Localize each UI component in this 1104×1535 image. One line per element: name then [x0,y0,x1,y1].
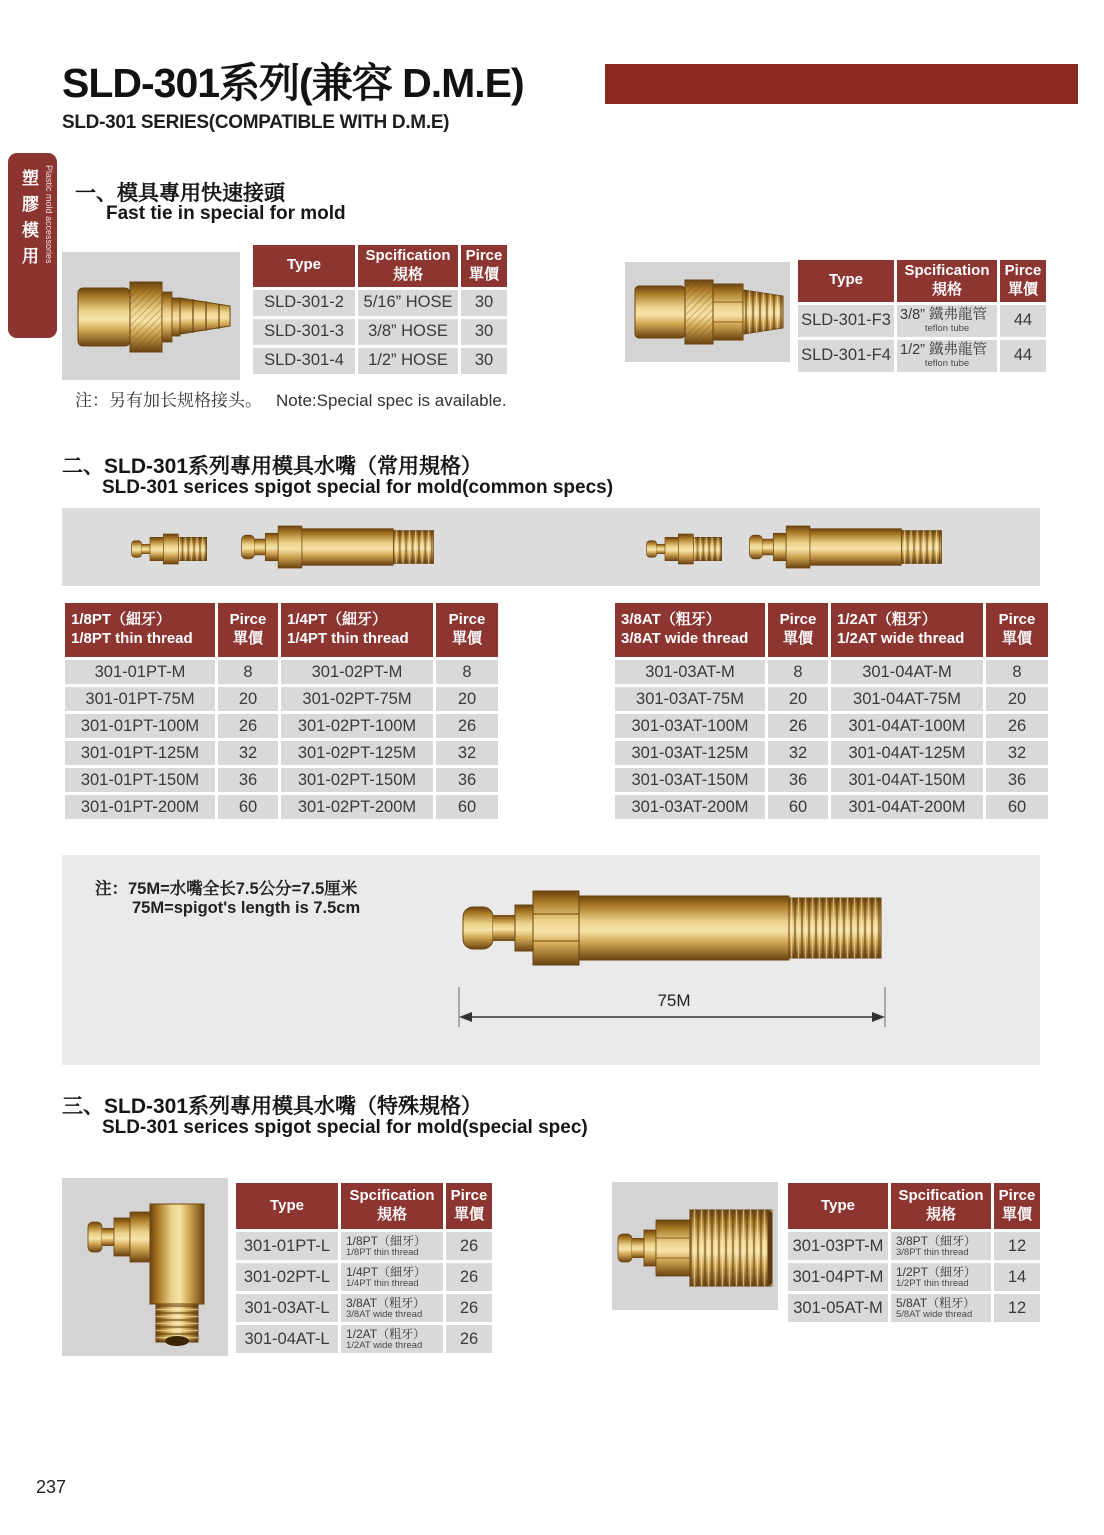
cell-price: 36 [436,768,498,792]
cell-spec: 5/16” HOSE [358,290,458,316]
cell-model: 301-01PT-M [65,660,215,684]
col-header-1-2at: 1/2AT（粗牙） 1/2AT wide thread [831,603,983,657]
note-en: Note:Special spec is available. [276,391,507,410]
cell-spec: 3/8” HOSE [358,319,458,345]
table-row [615,768,1048,792]
table-row [65,795,498,819]
cell-model: 301-02PT-75M [281,687,433,711]
col-header-price: Pirce 單價 [994,1183,1040,1229]
cell-model: 301-04AT-100M [831,714,983,738]
table-row [236,1263,492,1291]
col-header-spec: Spcification 規格 [891,1183,991,1229]
special-spec-table-right [785,1180,1043,1325]
cell-model: 301-04AT-150M [831,768,983,792]
cell-price: 26 [218,714,278,738]
section1-heading-zh: 一、模具專用快速接頭 [75,182,285,205]
hose-price-table [250,242,510,377]
table-row [236,1294,492,1322]
cell-model: 301-02PT-M [281,660,433,684]
cell-type: 301-02PT-L [236,1263,338,1291]
cell-spec: 1/2” 鐵弗龍管 teflon tube [897,340,997,372]
title-accent-bar [605,64,1078,104]
cell-price: 44 [1000,340,1046,372]
table-row [788,1294,1040,1322]
cell-price: 32 [436,741,498,765]
cell-model: 301-03AT-100M [615,714,765,738]
col-header-1-8pt: 1/8PT（細牙） 1/8PT thin thread [65,603,215,657]
table-row [615,741,1048,765]
cell-price: 30 [461,348,507,374]
col-header-spec: Spcification 規格 [897,260,997,302]
teflon-price-table [795,257,1049,375]
table-row [615,795,1048,819]
wide-thread-spigot-image [612,1182,778,1310]
cell-model: 301-01PT-200M [65,795,215,819]
cell-price: 8 [768,660,828,684]
cell-price: 26 [436,714,498,738]
dimension-note-zh: 注：75M=水嘴全长7.5公分=7.5厘米 [95,880,358,898]
col-header-type: Type [236,1183,338,1229]
cell-model: 301-02PT-100M [281,714,433,738]
cell-type: SLD-301-4 [253,348,355,374]
cell-price: 8 [436,660,498,684]
col-header-price: Pirce 單價 [446,1183,492,1229]
hose-coupling-image [62,252,240,380]
cell-model: 301-02PT-150M [281,768,433,792]
teflon-coupling-image [625,262,790,362]
cell-model: 301-03AT-150M [615,768,765,792]
cell-price: 26 [986,714,1048,738]
spigot-group-image [62,508,1040,586]
cell-type: SLD-301-F4 [798,340,894,372]
cell-price: 60 [436,795,498,819]
table-row [253,319,507,345]
small-spigot-image-2 [642,524,728,574]
cell-model: 301-01PT-100M [65,714,215,738]
cell-price: 26 [446,1294,492,1322]
table-row [798,305,1046,337]
spigot-table-wide-thread [612,600,1051,822]
cell-price: 36 [986,768,1048,792]
cell-price: 12 [994,1232,1040,1260]
cell-model: 301-02PT-200M [281,795,433,819]
col-header-type: Type [798,260,894,302]
cell-price: 60 [768,795,828,819]
col-header-price: Pirce 單價 [1000,260,1046,302]
table-row [65,714,498,738]
cell-spec: 1/2PT（細牙） 1/2PT thin thread [891,1263,991,1291]
table-row [253,348,507,374]
table-row [65,741,498,765]
sidebar-label-zh: 塑膠模用 [19,169,38,273]
table-row [788,1263,1040,1291]
cell-price: 60 [986,795,1048,819]
cell-model: 301-03AT-125M [615,741,765,765]
dimension-note-box [62,855,1040,1065]
sidebar-category-tab [8,153,57,338]
cell-model: 301-04AT-125M [831,741,983,765]
table-row [788,1232,1040,1260]
cell-type: 301-04AT-L [236,1325,338,1353]
table-row [236,1232,492,1260]
cell-spec: 3/8AT（粗牙） 3/8AT wide thread [341,1294,443,1322]
col-header-type: Type [788,1183,888,1229]
col-header-3-8at: 3/8AT（粗牙） 3/8AT wide thread [615,603,765,657]
page-number: 237 [36,1477,67,1497]
cell-price: 60 [218,795,278,819]
cell-spec: 1/8PT（細牙） 1/8PT thin thread [341,1232,443,1260]
cell-spec: 3/8PT（細牙） 3/8PT thin thread [891,1232,991,1260]
cell-model: 301-01PT-125M [65,741,215,765]
cell-price: 8 [218,660,278,684]
cell-spec: 1/2” HOSE [358,348,458,374]
dimension-note-en: 75M=spigot's length is 7.5cm [132,899,361,917]
sidebar-label-en: Plastic mold accessories [44,165,54,264]
section2-heading-en: SLD-301 serices spigot special for mold(common specs) [102,477,614,498]
cell-price: 14 [994,1263,1040,1291]
cell-spec: 5/8AT（粗牙） 5/8AT wide thread [891,1294,991,1322]
cell-model: 301-03AT-75M [615,687,765,711]
table-row [798,340,1046,372]
cell-model: 301-04AT-M [831,660,983,684]
section3-heading-en: SLD-301 serices spigot special for mold(special spec) [102,1117,588,1138]
col-header-1-4pt: 1/4PT（細牙） 1/4PT thin thread [281,603,433,657]
cell-spec: 3/8” 鐵弗龍管 teflon tube [897,305,997,337]
spigot-table-thin-thread [62,600,501,822]
page-title: SLD-301系列(兼容 D.M.E) [62,60,524,106]
large-spigot-image [457,871,887,986]
cell-type: SLD-301-3 [253,319,355,345]
col-header-price: Pirce 單價 [768,603,828,657]
cell-price: 20 [218,687,278,711]
cell-type: SLD-301-2 [253,290,355,316]
col-header-type: Type [253,245,355,287]
cell-price: 36 [218,768,278,792]
special-spec-table-left [233,1180,495,1356]
section1-note [75,386,507,411]
cell-price: 26 [446,1232,492,1260]
table-row [65,768,498,792]
cell-price: 20 [986,687,1048,711]
small-spigot-image-1 [124,524,216,574]
cell-price: 12 [994,1294,1040,1322]
col-header-spec: Spcification 規格 [341,1183,443,1229]
col-header-price: Pirce 單價 [986,603,1048,657]
cell-type: 301-04PT-M [788,1263,888,1291]
cell-price: 36 [768,768,828,792]
cell-price: 26 [446,1263,492,1291]
cell-price: 8 [986,660,1048,684]
table-row [236,1325,492,1353]
cell-model: 301-01PT-75M [65,687,215,711]
cell-spec: 1/4PT（細牙） 1/4PT thin thread [341,1263,443,1291]
cell-model: 301-03AT-M [615,660,765,684]
col-header-price: Pirce 單價 [461,245,507,287]
dimension-label: 75M [657,991,691,1010]
cell-spec: 1/2AT（粗牙） 1/2AT wide thread [341,1325,443,1353]
section2-heading-zh: 二、SLD-301系列專用模具水嘴（常用規格） [62,455,483,478]
cell-price: 32 [986,741,1048,765]
cell-price: 20 [768,687,828,711]
cell-price: 32 [768,741,828,765]
table-row [615,714,1048,738]
table-row [615,687,1048,711]
long-spigot-image-1 [232,515,445,579]
cell-model: 301-01PT-150M [65,768,215,792]
cell-type: 301-03PT-M [788,1232,888,1260]
cell-type: 301-05AT-M [788,1294,888,1322]
section1-heading-en: Fast tie in special for mold [106,203,346,224]
col-header-spec: Spcification 規格 [358,245,458,287]
cell-model: 301-03AT-200M [615,795,765,819]
page-subtitle: SLD-301 SERIES(COMPATIBLE WITH D.M.E) [62,112,450,133]
col-header-price: Pirce 單價 [218,603,278,657]
section3-heading-zh: 三、SLD-301系列專用模具水嘴（特殊規格） [62,1095,483,1118]
cell-model: 301-04AT-200M [831,795,983,819]
elbow-spigot-image [62,1178,228,1356]
cell-price: 30 [461,319,507,345]
table-row [253,290,507,316]
cell-price: 26 [768,714,828,738]
note-zh: 注：另有加长规格接头。 [75,391,262,410]
cell-price: 20 [436,687,498,711]
cell-type: 301-01PT-L [236,1232,338,1260]
cell-price: 30 [461,290,507,316]
cell-type: SLD-301-F3 [798,305,894,337]
table-row [65,687,498,711]
cell-price: 26 [446,1325,492,1353]
cell-price: 44 [1000,305,1046,337]
table-row [65,660,498,684]
cell-price: 32 [218,741,278,765]
cell-model: 301-04AT-75M [831,687,983,711]
cell-model: 301-02PT-125M [281,741,433,765]
long-spigot-image-2 [744,515,949,579]
cell-type: 301-03AT-L [236,1294,338,1322]
table-row [615,660,1048,684]
col-header-price: Pirce 單價 [436,603,498,657]
